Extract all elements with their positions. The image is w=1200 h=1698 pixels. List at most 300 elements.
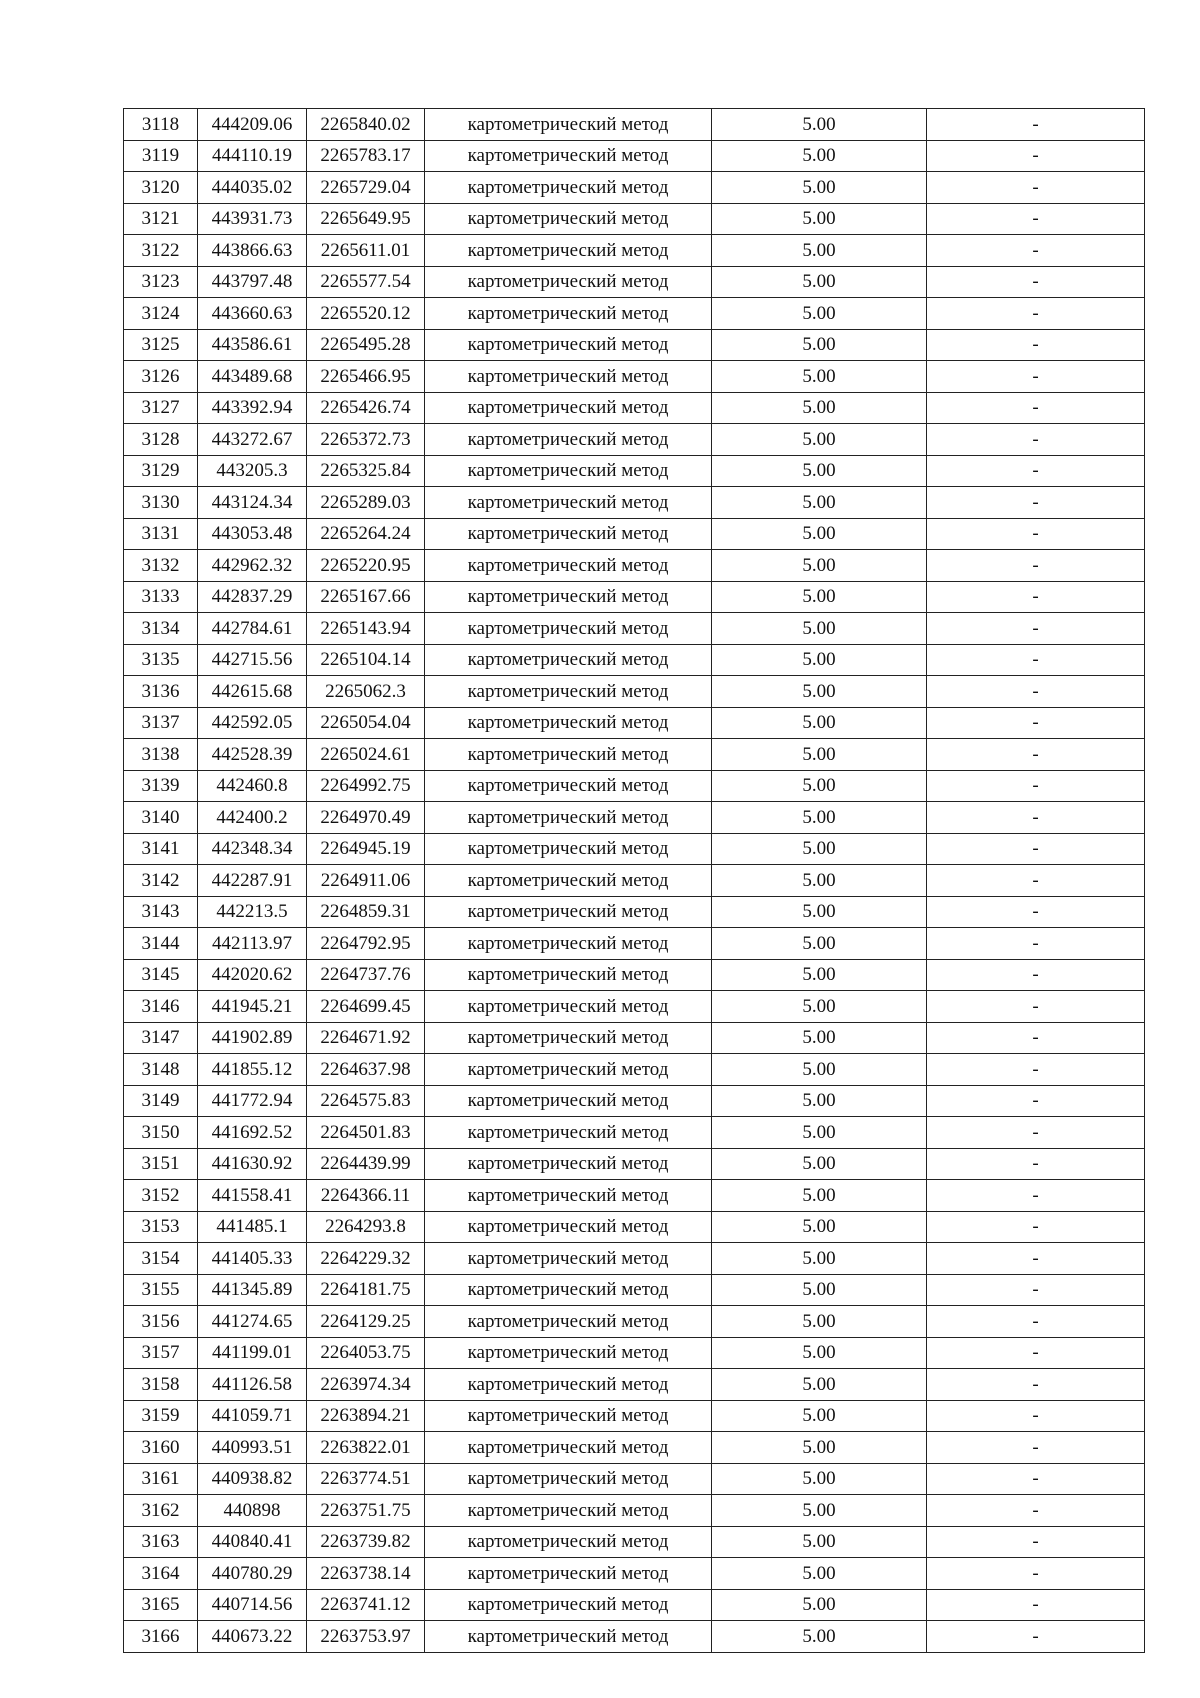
- note-cell: -: [927, 1369, 1145, 1401]
- y-coordinate-cell: 2263774.51: [307, 1463, 425, 1495]
- point-number-cell: 3132: [124, 550, 198, 582]
- accuracy-cell: 5.00: [712, 1432, 927, 1464]
- x-coordinate-cell: 442784.61: [198, 613, 307, 645]
- y-coordinate-cell: 2263739.82: [307, 1526, 425, 1558]
- accuracy-cell: 5.00: [712, 1085, 927, 1117]
- table-row: [124, 581, 1145, 613]
- y-coordinate-cell: 2265611.01: [307, 235, 425, 267]
- note-cell: -: [927, 1337, 1145, 1369]
- table-row: [124, 1085, 1145, 1117]
- x-coordinate-cell: 441630.92: [198, 1148, 307, 1180]
- x-coordinate-cell: 442213.5: [198, 896, 307, 928]
- table-row: [124, 1180, 1145, 1212]
- note-cell: -: [927, 518, 1145, 550]
- point-number-cell: 3133: [124, 581, 198, 613]
- point-number-cell: 3145: [124, 959, 198, 991]
- point-number-cell: 3160: [124, 1432, 198, 1464]
- note-cell: -: [927, 1022, 1145, 1054]
- accuracy-cell: 5.00: [712, 1621, 927, 1653]
- point-number-cell: 3166: [124, 1621, 198, 1653]
- accuracy-cell: 5.00: [712, 266, 927, 298]
- x-coordinate-cell: 444035.02: [198, 172, 307, 204]
- method-cell: картометрический метод: [425, 266, 712, 298]
- note-cell: -: [927, 266, 1145, 298]
- point-number-cell: 3136: [124, 676, 198, 708]
- y-coordinate-cell: 2264671.92: [307, 1022, 425, 1054]
- point-number-cell: 3130: [124, 487, 198, 519]
- x-coordinate-cell: 440938.82: [198, 1463, 307, 1495]
- accuracy-cell: 5.00: [712, 518, 927, 550]
- x-coordinate-cell: 443392.94: [198, 392, 307, 424]
- y-coordinate-cell: 2264992.75: [307, 770, 425, 802]
- point-number-cell: 3141: [124, 833, 198, 865]
- x-coordinate-cell: 441558.41: [198, 1180, 307, 1212]
- method-cell: картометрический метод: [425, 1589, 712, 1621]
- note-cell: -: [927, 707, 1145, 739]
- y-coordinate-cell: 2265495.28: [307, 329, 425, 361]
- x-coordinate-cell: 442020.62: [198, 959, 307, 991]
- accuracy-cell: 5.00: [712, 172, 927, 204]
- note-cell: -: [927, 203, 1145, 235]
- method-cell: картометрический метод: [425, 487, 712, 519]
- note-cell: -: [927, 991, 1145, 1023]
- point-number-cell: 3152: [124, 1180, 198, 1212]
- table-row: [124, 1369, 1145, 1401]
- point-number-cell: 3129: [124, 455, 198, 487]
- note-cell: -: [927, 1085, 1145, 1117]
- point-number-cell: 3163: [124, 1526, 198, 1558]
- table-row: [124, 298, 1145, 330]
- method-cell: картометрический метод: [425, 424, 712, 456]
- x-coordinate-cell: 441405.33: [198, 1243, 307, 1275]
- accuracy-cell: 5.00: [712, 455, 927, 487]
- x-coordinate-cell: 442962.32: [198, 550, 307, 582]
- note-cell: -: [927, 833, 1145, 865]
- method-cell: картометрический метод: [425, 1180, 712, 1212]
- y-coordinate-cell: 2263894.21: [307, 1400, 425, 1432]
- table-row: [124, 329, 1145, 361]
- note-cell: -: [927, 1558, 1145, 1590]
- table-row: [124, 1558, 1145, 1590]
- accuracy-cell: 5.00: [712, 1337, 927, 1369]
- accuracy-cell: 5.00: [712, 235, 927, 267]
- x-coordinate-cell: 442592.05: [198, 707, 307, 739]
- table-row: [124, 865, 1145, 897]
- note-cell: -: [927, 865, 1145, 897]
- point-number-cell: 3122: [124, 235, 198, 267]
- point-number-cell: 3165: [124, 1589, 198, 1621]
- accuracy-cell: 5.00: [712, 707, 927, 739]
- note-cell: -: [927, 298, 1145, 330]
- point-number-cell: 3162: [124, 1495, 198, 1527]
- note-cell: -: [927, 959, 1145, 991]
- method-cell: картометрический метод: [425, 1054, 712, 1086]
- accuracy-cell: 5.00: [712, 1558, 927, 1590]
- y-coordinate-cell: 2264053.75: [307, 1337, 425, 1369]
- accuracy-cell: 5.00: [712, 424, 927, 456]
- x-coordinate-cell: 443866.63: [198, 235, 307, 267]
- method-cell: картометрический метод: [425, 1117, 712, 1149]
- accuracy-cell: 5.00: [712, 1148, 927, 1180]
- note-cell: -: [927, 235, 1145, 267]
- y-coordinate-cell: 2264366.11: [307, 1180, 425, 1212]
- note-cell: -: [927, 1148, 1145, 1180]
- point-number-cell: 3146: [124, 991, 198, 1023]
- y-coordinate-cell: 2265783.17: [307, 140, 425, 172]
- x-coordinate-cell: 442837.29: [198, 581, 307, 613]
- accuracy-cell: 5.00: [712, 1117, 927, 1149]
- y-coordinate-cell: 2264970.49: [307, 802, 425, 834]
- x-coordinate-cell: 443124.34: [198, 487, 307, 519]
- x-coordinate-cell: 443205.3: [198, 455, 307, 487]
- x-coordinate-cell: 442400.2: [198, 802, 307, 834]
- method-cell: картометрический метод: [425, 455, 712, 487]
- accuracy-cell: 5.00: [712, 581, 927, 613]
- method-cell: картометрический метод: [425, 928, 712, 960]
- method-cell: картометрический метод: [425, 1337, 712, 1369]
- note-cell: -: [927, 1526, 1145, 1558]
- accuracy-cell: 5.00: [712, 1306, 927, 1338]
- method-cell: картометрический метод: [425, 392, 712, 424]
- y-coordinate-cell: 2264945.19: [307, 833, 425, 865]
- method-cell: картометрический метод: [425, 1432, 712, 1464]
- x-coordinate-cell: 441345.89: [198, 1274, 307, 1306]
- table-row: [124, 487, 1145, 519]
- y-coordinate-cell: 2264737.76: [307, 959, 425, 991]
- y-coordinate-cell: 2263753.97: [307, 1621, 425, 1653]
- accuracy-cell: 5.00: [712, 991, 927, 1023]
- table-row: [124, 896, 1145, 928]
- table-row: [124, 833, 1145, 865]
- x-coordinate-cell: 440898: [198, 1495, 307, 1527]
- note-cell: -: [927, 455, 1145, 487]
- x-coordinate-cell: 441772.94: [198, 1085, 307, 1117]
- accuracy-cell: 5.00: [712, 361, 927, 393]
- note-cell: -: [927, 424, 1145, 456]
- table-row: [124, 739, 1145, 771]
- accuracy-cell: 5.00: [712, 1369, 927, 1401]
- note-cell: -: [927, 1274, 1145, 1306]
- accuracy-cell: 5.00: [712, 1495, 927, 1527]
- table-row: [124, 1274, 1145, 1306]
- x-coordinate-cell: 441902.89: [198, 1022, 307, 1054]
- accuracy-cell: 5.00: [712, 959, 927, 991]
- point-number-cell: 3151: [124, 1148, 198, 1180]
- accuracy-cell: 5.00: [712, 1463, 927, 1495]
- table-row: [124, 1148, 1145, 1180]
- method-cell: картометрический метод: [425, 235, 712, 267]
- method-cell: картометрический метод: [425, 1558, 712, 1590]
- y-coordinate-cell: 2265426.74: [307, 392, 425, 424]
- method-cell: картометрический метод: [425, 550, 712, 582]
- x-coordinate-cell: 441485.1: [198, 1211, 307, 1243]
- x-coordinate-cell: 442615.68: [198, 676, 307, 708]
- table-row: [124, 550, 1145, 582]
- table-row: [124, 518, 1145, 550]
- note-cell: -: [927, 739, 1145, 771]
- accuracy-cell: 5.00: [712, 298, 927, 330]
- x-coordinate-cell: 440993.51: [198, 1432, 307, 1464]
- table-row: [124, 959, 1145, 991]
- x-coordinate-cell: 441059.71: [198, 1400, 307, 1432]
- table-row: [124, 266, 1145, 298]
- method-cell: картометрический метод: [425, 1022, 712, 1054]
- accuracy-cell: 5.00: [712, 896, 927, 928]
- x-coordinate-cell: 440780.29: [198, 1558, 307, 1590]
- method-cell: картометрический метод: [425, 1526, 712, 1558]
- note-cell: -: [927, 1117, 1145, 1149]
- x-coordinate-cell: 443586.61: [198, 329, 307, 361]
- accuracy-cell: 5.00: [712, 1022, 927, 1054]
- x-coordinate-cell: 441945.21: [198, 991, 307, 1023]
- method-cell: картометрический метод: [425, 140, 712, 172]
- y-coordinate-cell: 2265520.12: [307, 298, 425, 330]
- table-row: [124, 392, 1145, 424]
- coordinates-table: [123, 108, 1145, 1653]
- y-coordinate-cell: 2265466.95: [307, 361, 425, 393]
- point-number-cell: 3118: [124, 109, 198, 141]
- y-coordinate-cell: 2265220.95: [307, 550, 425, 582]
- table-row: [124, 1022, 1145, 1054]
- point-number-cell: 3144: [124, 928, 198, 960]
- x-coordinate-cell: 442348.34: [198, 833, 307, 865]
- accuracy-cell: 5.00: [712, 1211, 927, 1243]
- point-number-cell: 3147: [124, 1022, 198, 1054]
- x-coordinate-cell: 443931.73: [198, 203, 307, 235]
- accuracy-cell: 5.00: [712, 109, 927, 141]
- table-row: [124, 1463, 1145, 1495]
- point-number-cell: 3149: [124, 1085, 198, 1117]
- point-number-cell: 3158: [124, 1369, 198, 1401]
- table-row: [124, 991, 1145, 1023]
- accuracy-cell: 5.00: [712, 928, 927, 960]
- y-coordinate-cell: 2264911.06: [307, 865, 425, 897]
- point-number-cell: 3127: [124, 392, 198, 424]
- y-coordinate-cell: 2264575.83: [307, 1085, 425, 1117]
- table-row: [124, 1400, 1145, 1432]
- method-cell: картометрический метод: [425, 1400, 712, 1432]
- table-row: [124, 613, 1145, 645]
- accuracy-cell: 5.00: [712, 1054, 927, 1086]
- point-number-cell: 3126: [124, 361, 198, 393]
- point-number-cell: 3143: [124, 896, 198, 928]
- note-cell: -: [927, 1243, 1145, 1275]
- point-number-cell: 3124: [124, 298, 198, 330]
- accuracy-cell: 5.00: [712, 1400, 927, 1432]
- y-coordinate-cell: 2265167.66: [307, 581, 425, 613]
- x-coordinate-cell: 443489.68: [198, 361, 307, 393]
- x-coordinate-cell: 441692.52: [198, 1117, 307, 1149]
- x-coordinate-cell: 442460.8: [198, 770, 307, 802]
- note-cell: -: [927, 140, 1145, 172]
- y-coordinate-cell: 2265649.95: [307, 203, 425, 235]
- point-number-cell: 3138: [124, 739, 198, 771]
- y-coordinate-cell: 2264129.25: [307, 1306, 425, 1338]
- table-row: [124, 802, 1145, 834]
- point-number-cell: 3161: [124, 1463, 198, 1495]
- point-number-cell: 3125: [124, 329, 198, 361]
- note-cell: -: [927, 1054, 1145, 1086]
- accuracy-cell: 5.00: [712, 1243, 927, 1275]
- x-coordinate-cell: 441199.01: [198, 1337, 307, 1369]
- note-cell: -: [927, 1621, 1145, 1653]
- note-cell: -: [927, 1180, 1145, 1212]
- accuracy-cell: 5.00: [712, 770, 927, 802]
- y-coordinate-cell: 2264229.32: [307, 1243, 425, 1275]
- note-cell: -: [927, 329, 1145, 361]
- table-row: [124, 1117, 1145, 1149]
- table-row: [124, 1306, 1145, 1338]
- point-number-cell: 3159: [124, 1400, 198, 1432]
- accuracy-cell: 5.00: [712, 644, 927, 676]
- y-coordinate-cell: 2264859.31: [307, 896, 425, 928]
- method-cell: картометрический метод: [425, 361, 712, 393]
- point-number-cell: 3134: [124, 613, 198, 645]
- table-row: [124, 1211, 1145, 1243]
- table-row: [124, 1589, 1145, 1621]
- method-cell: картометрический метод: [425, 707, 712, 739]
- y-coordinate-cell: 2264637.98: [307, 1054, 425, 1086]
- note-cell: -: [927, 802, 1145, 834]
- accuracy-cell: 5.00: [712, 613, 927, 645]
- accuracy-cell: 5.00: [712, 1526, 927, 1558]
- point-number-cell: 3135: [124, 644, 198, 676]
- point-number-cell: 3153: [124, 1211, 198, 1243]
- coordinates-table-body: [124, 109, 1145, 1653]
- table-row: [124, 1432, 1145, 1464]
- note-cell: -: [927, 896, 1145, 928]
- point-number-cell: 3137: [124, 707, 198, 739]
- point-number-cell: 3139: [124, 770, 198, 802]
- method-cell: картометрический метод: [425, 581, 712, 613]
- point-number-cell: 3150: [124, 1117, 198, 1149]
- y-coordinate-cell: 2263974.34: [307, 1369, 425, 1401]
- point-number-cell: 3142: [124, 865, 198, 897]
- point-number-cell: 3155: [124, 1274, 198, 1306]
- point-number-cell: 3148: [124, 1054, 198, 1086]
- table-row: [124, 644, 1145, 676]
- table-row: [124, 1054, 1145, 1086]
- x-coordinate-cell: 441274.65: [198, 1306, 307, 1338]
- accuracy-cell: 5.00: [712, 1274, 927, 1306]
- method-cell: картометрический метод: [425, 739, 712, 771]
- accuracy-cell: 5.00: [712, 833, 927, 865]
- note-cell: -: [927, 770, 1145, 802]
- y-coordinate-cell: 2263751.75: [307, 1495, 425, 1527]
- y-coordinate-cell: 2265577.54: [307, 266, 425, 298]
- y-coordinate-cell: 2265104.14: [307, 644, 425, 676]
- table-row: [124, 1621, 1145, 1653]
- point-number-cell: 3121: [124, 203, 198, 235]
- method-cell: картометрический метод: [425, 1211, 712, 1243]
- x-coordinate-cell: 441126.58: [198, 1369, 307, 1401]
- method-cell: картометрический метод: [425, 298, 712, 330]
- accuracy-cell: 5.00: [712, 802, 927, 834]
- y-coordinate-cell: 2265024.61: [307, 739, 425, 771]
- note-cell: -: [927, 109, 1145, 141]
- note-cell: -: [927, 613, 1145, 645]
- accuracy-cell: 5.00: [712, 739, 927, 771]
- x-coordinate-cell: 442287.91: [198, 865, 307, 897]
- x-coordinate-cell: 440840.41: [198, 1526, 307, 1558]
- method-cell: картометрический метод: [425, 865, 712, 897]
- method-cell: картометрический метод: [425, 644, 712, 676]
- y-coordinate-cell: 2263738.14: [307, 1558, 425, 1590]
- accuracy-cell: 5.00: [712, 550, 927, 582]
- y-coordinate-cell: 2263822.01: [307, 1432, 425, 1464]
- method-cell: картометрический метод: [425, 1463, 712, 1495]
- point-number-cell: 3123: [124, 266, 198, 298]
- method-cell: картометрический метод: [425, 613, 712, 645]
- method-cell: картометрический метод: [425, 1148, 712, 1180]
- method-cell: картометрический метод: [425, 1495, 712, 1527]
- note-cell: -: [927, 1495, 1145, 1527]
- accuracy-cell: 5.00: [712, 1180, 927, 1212]
- x-coordinate-cell: 444209.06: [198, 109, 307, 141]
- accuracy-cell: 5.00: [712, 203, 927, 235]
- x-coordinate-cell: 442113.97: [198, 928, 307, 960]
- x-coordinate-cell: 443797.48: [198, 266, 307, 298]
- accuracy-cell: 5.00: [712, 140, 927, 172]
- method-cell: картометрический метод: [425, 676, 712, 708]
- point-number-cell: 3157: [124, 1337, 198, 1369]
- x-coordinate-cell: 440673.22: [198, 1621, 307, 1653]
- point-number-cell: 3154: [124, 1243, 198, 1275]
- method-cell: картометрический метод: [425, 802, 712, 834]
- point-number-cell: 3128: [124, 424, 198, 456]
- note-cell: -: [927, 644, 1145, 676]
- method-cell: картометрический метод: [425, 1621, 712, 1653]
- accuracy-cell: 5.00: [712, 676, 927, 708]
- table-row: [124, 235, 1145, 267]
- x-coordinate-cell: 441855.12: [198, 1054, 307, 1086]
- note-cell: -: [927, 1211, 1145, 1243]
- y-coordinate-cell: 2265289.03: [307, 487, 425, 519]
- table-row: [124, 140, 1145, 172]
- table-row: [124, 203, 1145, 235]
- note-cell: -: [927, 928, 1145, 960]
- point-number-cell: 3120: [124, 172, 198, 204]
- note-cell: -: [927, 1306, 1145, 1338]
- table-row: [124, 424, 1145, 456]
- y-coordinate-cell: 2264181.75: [307, 1274, 425, 1306]
- y-coordinate-cell: 2265264.24: [307, 518, 425, 550]
- method-cell: картометрический метод: [425, 959, 712, 991]
- y-coordinate-cell: 2265143.94: [307, 613, 425, 645]
- y-coordinate-cell: 2264792.95: [307, 928, 425, 960]
- x-coordinate-cell: 443660.63: [198, 298, 307, 330]
- note-cell: -: [927, 1400, 1145, 1432]
- point-number-cell: 3140: [124, 802, 198, 834]
- table-row: [124, 676, 1145, 708]
- y-coordinate-cell: 2265325.84: [307, 455, 425, 487]
- table-row: [124, 707, 1145, 739]
- note-cell: -: [927, 172, 1145, 204]
- x-coordinate-cell: 444110.19: [198, 140, 307, 172]
- accuracy-cell: 5.00: [712, 1589, 927, 1621]
- y-coordinate-cell: 2265062.3: [307, 676, 425, 708]
- accuracy-cell: 5.00: [712, 329, 927, 361]
- note-cell: -: [927, 581, 1145, 613]
- method-cell: картометрический метод: [425, 991, 712, 1023]
- method-cell: картометрический метод: [425, 1274, 712, 1306]
- method-cell: картометрический метод: [425, 1243, 712, 1275]
- y-coordinate-cell: 2265729.04: [307, 172, 425, 204]
- x-coordinate-cell: 443272.67: [198, 424, 307, 456]
- table-row: [124, 1337, 1145, 1369]
- note-cell: -: [927, 487, 1145, 519]
- table-row: [124, 770, 1145, 802]
